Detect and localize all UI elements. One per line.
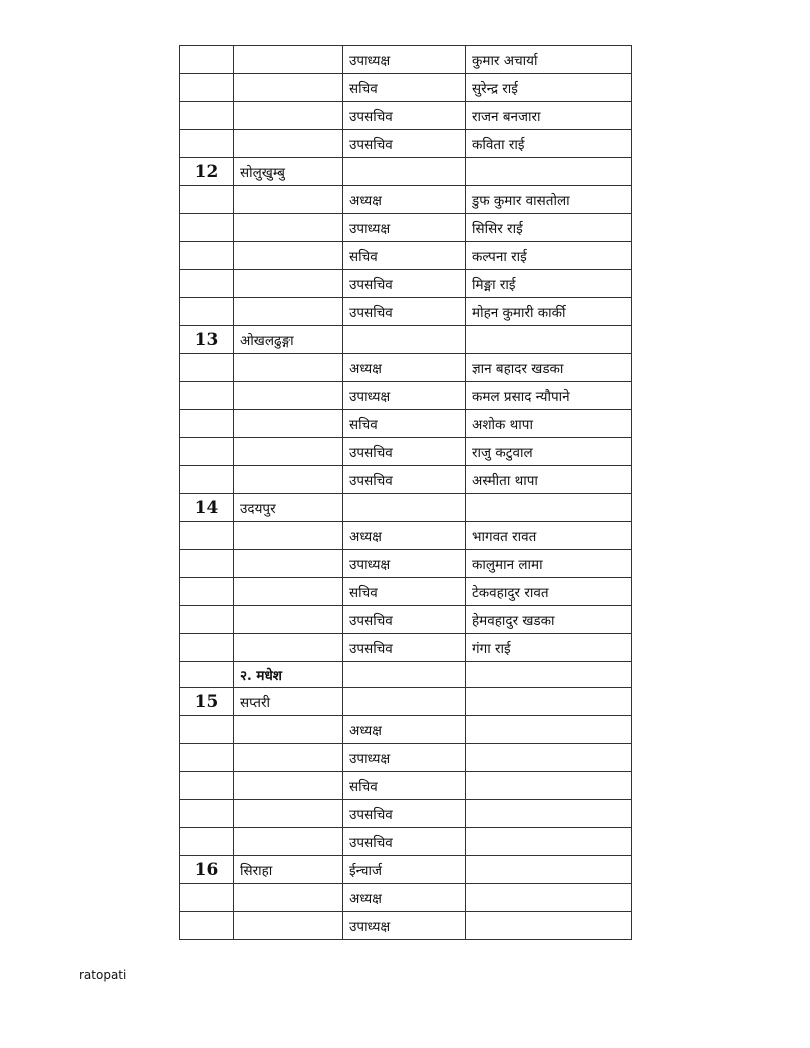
position-cell: उपाध्यक्ष <box>343 214 466 242</box>
position-cell: सचिव <box>343 578 466 606</box>
table-row <box>180 828 632 856</box>
person-name-cell <box>466 884 632 912</box>
position-cell <box>343 326 466 354</box>
table-row <box>180 326 632 354</box>
person-name-cell <box>466 688 632 716</box>
serial-number-cell <box>180 102 234 130</box>
serial-number-cell <box>180 270 234 298</box>
person-name-cell: सुरेन्द्र राई <box>466 74 632 102</box>
table-row <box>180 494 632 522</box>
serial-number-cell <box>180 634 234 662</box>
position-cell: अध्यक्ष <box>343 522 466 550</box>
serial-number-cell <box>180 410 234 438</box>
position-cell: अध्यक्ष <box>343 354 466 382</box>
position-cell: अध्यक्ष <box>343 716 466 744</box>
serial-number-cell <box>180 772 234 800</box>
table-row <box>180 74 632 102</box>
position-cell: उपाध्यक्ष <box>343 550 466 578</box>
footer-source: ratopati <box>79 968 127 982</box>
position-cell: उपाध्यक्ष <box>343 382 466 410</box>
person-name-cell: भागवत रावत <box>466 522 632 550</box>
serial-number-cell <box>180 828 234 856</box>
table-row <box>180 410 632 438</box>
person-name-cell: राजन बनजारा <box>466 102 632 130</box>
position-cell: उपसचिव <box>343 298 466 326</box>
position-cell: उपसचिव <box>343 130 466 158</box>
position-cell: सचिव <box>343 410 466 438</box>
position-cell: ईन्चार्ज <box>343 856 466 884</box>
serial-number-cell: 15 <box>180 688 234 716</box>
position-cell: उपाध्यक्ष <box>343 46 466 74</box>
table-row <box>180 522 632 550</box>
serial-number-cell <box>180 438 234 466</box>
person-name-cell <box>466 828 632 856</box>
district-name-cell <box>234 354 343 382</box>
serial-number-cell <box>180 550 234 578</box>
serial-number-cell: 12 <box>180 158 234 186</box>
position-cell: अध्यक्ष <box>343 884 466 912</box>
person-name-cell: ज्ञान बहादर खडका <box>466 354 632 382</box>
district-name-cell <box>234 46 343 74</box>
person-name-cell: राजु कटुवाल <box>466 438 632 466</box>
person-name-cell <box>466 326 632 354</box>
table-row <box>180 884 632 912</box>
district-name-cell <box>234 744 343 772</box>
district-name-cell <box>234 550 343 578</box>
table-row <box>180 242 632 270</box>
position-cell: उपसचिव <box>343 828 466 856</box>
serial-number-cell <box>180 662 234 688</box>
table-row <box>180 800 632 828</box>
district-name-cell: उदयपुर <box>234 494 343 522</box>
serial-number-cell <box>180 522 234 550</box>
position-cell <box>343 494 466 522</box>
table-row <box>180 270 632 298</box>
person-name-cell <box>466 912 632 940</box>
table-row <box>180 662 632 688</box>
table-row <box>180 606 632 634</box>
person-name-cell <box>466 800 632 828</box>
table-row <box>180 186 632 214</box>
table-row <box>180 214 632 242</box>
serial-number-cell <box>180 298 234 326</box>
position-cell: उपसचिव <box>343 102 466 130</box>
position-cell <box>343 158 466 186</box>
position-cell <box>343 688 466 716</box>
person-name-cell: कालुमान लामा <box>466 550 632 578</box>
table-row <box>180 382 632 410</box>
position-cell: सचिव <box>343 242 466 270</box>
district-name-cell <box>234 102 343 130</box>
table-row <box>180 772 632 800</box>
district-name-cell <box>234 578 343 606</box>
district-name-cell: सिराहा <box>234 856 343 884</box>
person-name-cell: कविता राई <box>466 130 632 158</box>
district-name-cell <box>234 438 343 466</box>
person-name-cell <box>466 158 632 186</box>
table-row <box>180 744 632 772</box>
district-name-cell <box>234 912 343 940</box>
district-name-cell <box>234 242 343 270</box>
person-name-cell: सिसिर राई <box>466 214 632 242</box>
person-name-cell: टेकवहादुर रावत <box>466 578 632 606</box>
position-cell: सचिव <box>343 772 466 800</box>
table-row <box>180 466 632 494</box>
serial-number-cell <box>180 578 234 606</box>
person-name-cell <box>466 494 632 522</box>
person-name-cell: कुमार अचार्या <box>466 46 632 74</box>
district-name-cell <box>234 214 343 242</box>
serial-number-cell <box>180 800 234 828</box>
serial-number-cell: 16 <box>180 856 234 884</box>
serial-number-cell <box>180 130 234 158</box>
person-name-cell: मिङ्मा राई <box>466 270 632 298</box>
person-name-cell: मोहन कुमारी कार्की <box>466 298 632 326</box>
region-heading-cell: २. मधेश <box>234 662 343 688</box>
district-name-cell: सप्तरी <box>234 688 343 716</box>
table-row <box>180 856 632 884</box>
position-cell: उपसचिव <box>343 438 466 466</box>
table-row <box>180 634 632 662</box>
table-row <box>180 550 632 578</box>
table-row <box>180 716 632 744</box>
serial-number-cell <box>180 354 234 382</box>
district-name-cell <box>234 186 343 214</box>
table-row <box>180 578 632 606</box>
serial-number-cell <box>180 716 234 744</box>
district-name-cell <box>234 716 343 744</box>
person-name-cell: कमल प्रसाद न्यौपाने <box>466 382 632 410</box>
district-name-cell: सोलुखुम्बु <box>234 158 343 186</box>
table-row <box>180 46 632 74</box>
person-name-cell <box>466 716 632 744</box>
person-name-cell <box>466 856 632 884</box>
serial-number-cell <box>180 74 234 102</box>
person-name-cell <box>466 772 632 800</box>
committee-table <box>179 45 632 940</box>
serial-number-cell <box>180 884 234 912</box>
district-name-cell <box>234 606 343 634</box>
person-name-cell: अस्मीता थापा <box>466 466 632 494</box>
table-row <box>180 102 632 130</box>
position-cell: उपसचिव <box>343 270 466 298</box>
district-name-cell <box>234 522 343 550</box>
table-row <box>180 354 632 382</box>
person-name-cell: डुफ कुमार वासतोला <box>466 186 632 214</box>
district-name-cell <box>234 74 343 102</box>
district-name-cell <box>234 270 343 298</box>
serial-number-cell <box>180 214 234 242</box>
position-cell: उपसचिव <box>343 466 466 494</box>
person-name-cell <box>466 662 632 688</box>
committee-table-body <box>180 46 632 940</box>
table-row <box>180 438 632 466</box>
table-row <box>180 130 632 158</box>
position-cell: उपसचिव <box>343 634 466 662</box>
position-cell: अध्यक्ष <box>343 186 466 214</box>
district-name-cell <box>234 634 343 662</box>
district-name-cell <box>234 410 343 438</box>
serial-number-cell: 13 <box>180 326 234 354</box>
district-name-cell <box>234 298 343 326</box>
table-row <box>180 158 632 186</box>
table-row <box>180 912 632 940</box>
serial-number-cell <box>180 46 234 74</box>
district-name-cell <box>234 884 343 912</box>
serial-number-cell <box>180 466 234 494</box>
position-cell <box>343 662 466 688</box>
person-name-cell: अशोक थापा <box>466 410 632 438</box>
position-cell: उपसचिव <box>343 800 466 828</box>
person-name-cell: हेमवहादुर खडका <box>466 606 632 634</box>
position-cell: सचिव <box>343 74 466 102</box>
serial-number-cell <box>180 382 234 410</box>
district-name-cell <box>234 800 343 828</box>
serial-number-cell <box>180 912 234 940</box>
position-cell: उपाध्यक्ष <box>343 912 466 940</box>
district-name-cell: ओखलढुङ्गा <box>234 326 343 354</box>
person-name-cell: कल्पना राई <box>466 242 632 270</box>
person-name-cell: गंगा राई <box>466 634 632 662</box>
serial-number-cell <box>180 606 234 634</box>
district-name-cell <box>234 382 343 410</box>
table-row <box>180 298 632 326</box>
district-name-cell <box>234 466 343 494</box>
district-name-cell <box>234 130 343 158</box>
person-name-cell <box>466 744 632 772</box>
serial-number-cell <box>180 186 234 214</box>
district-name-cell <box>234 772 343 800</box>
district-name-cell <box>234 828 343 856</box>
position-cell: उपाध्यक्ष <box>343 744 466 772</box>
serial-number-cell <box>180 744 234 772</box>
serial-number-cell: 14 <box>180 494 234 522</box>
position-cell: उपसचिव <box>343 606 466 634</box>
table-row <box>180 688 632 716</box>
serial-number-cell <box>180 242 234 270</box>
